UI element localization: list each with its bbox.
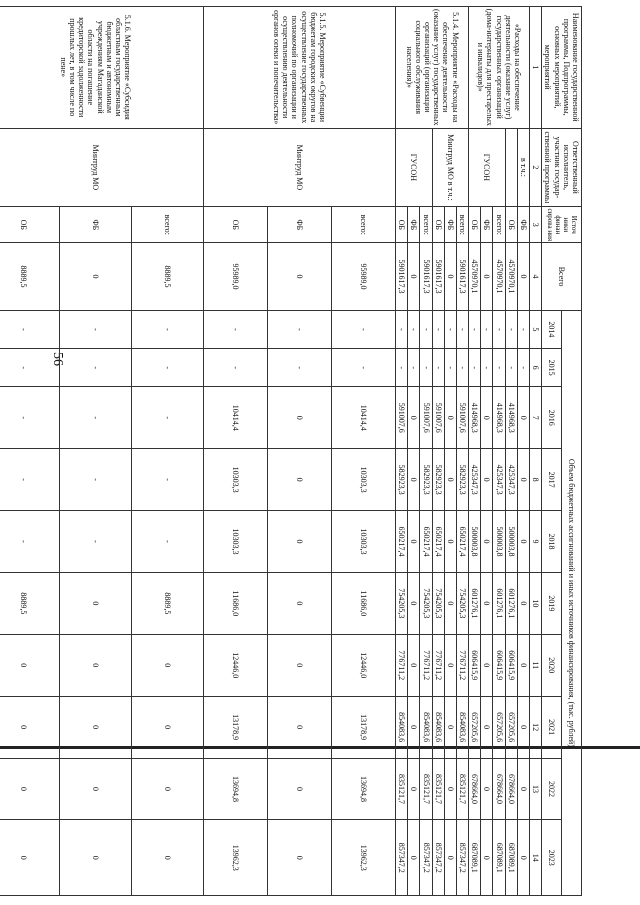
value-cell: 0 (481, 449, 493, 511)
value-cell: 857347,2 (420, 820, 432, 896)
value-cell: 0 (481, 572, 493, 634)
value-cell: 0 (517, 758, 529, 820)
value-cell: 5901617,3 (432, 243, 444, 311)
source-cell: ФБ (408, 207, 420, 243)
value-cell: 0 (268, 387, 332, 449)
value-cell: - (493, 310, 505, 348)
value-cell: 754205,3 (420, 572, 432, 634)
value-cell: 12446,0 (204, 634, 268, 696)
header-year: 2023 (542, 820, 562, 896)
value-cell: 10303,3 (332, 511, 396, 573)
value-cell: 776711,2 (396, 634, 408, 696)
value-cell: 854083,6 (420, 696, 432, 758)
value-cell: - (204, 349, 268, 387)
value-cell: 10303,3 (204, 449, 268, 511)
value-cell: 657205,6 (505, 696, 517, 758)
value-cell: - (420, 310, 432, 348)
value-cell: 0 (408, 449, 420, 511)
value-cell: 0 (268, 572, 332, 634)
value-cell: 0 (408, 758, 420, 820)
value-cell: 4570970,1 (469, 243, 481, 311)
value-cell: 591007,6 (432, 387, 444, 449)
value-cell: - (505, 349, 517, 387)
value-cell: - (132, 511, 204, 573)
table-row (456, 7, 468, 896)
value-cell: - (408, 310, 420, 348)
value-cell: 425347,3 (493, 449, 505, 511)
value-cell: 0 (0, 634, 60, 696)
value-cell: 0 (60, 572, 132, 634)
value-cell: 835121,7 (420, 758, 432, 820)
value-cell: 4570970,1 (505, 243, 517, 311)
value-cell: 754205,3 (396, 572, 408, 634)
value-cell: 835121,7 (396, 758, 408, 820)
value-cell: 11686,0 (332, 572, 396, 634)
value-cell: 0 (268, 696, 332, 758)
value-cell: 0 (60, 634, 132, 696)
value-cell: 0 (481, 634, 493, 696)
header-total: Всего (542, 243, 582, 311)
table-row (517, 7, 529, 896)
value-cell: 0 (408, 511, 420, 573)
value-cell: 425347,3 (505, 449, 517, 511)
table-row (505, 7, 517, 896)
column-number: 1 (530, 7, 542, 129)
value-cell: 776711,2 (456, 634, 468, 696)
value-cell: 0 (408, 387, 420, 449)
column-number: 2 (530, 128, 542, 207)
column-number: 6 (530, 349, 542, 387)
header-year: 2021 (542, 696, 562, 758)
column-number: 8 (530, 449, 542, 511)
value-cell: 835121,7 (456, 758, 468, 820)
value-cell: 650217,4 (432, 511, 444, 573)
source-cell: ФБ (60, 207, 132, 243)
value-cell: 0 (517, 696, 529, 758)
column-number: 5 (530, 310, 542, 348)
value-cell: 0 (268, 634, 332, 696)
value-cell: 0 (60, 243, 132, 311)
value-cell: 8889,5 (0, 243, 60, 311)
source-cell: всего: (332, 207, 396, 243)
value-cell: 500003,8 (505, 511, 517, 573)
header-year: 2016 (542, 387, 562, 449)
header-year: 2022 (542, 758, 562, 820)
value-cell: - (408, 349, 420, 387)
source-cell: ФБ (444, 207, 456, 243)
source-cell: ФБ (268, 207, 332, 243)
executor-cell (505, 128, 517, 207)
value-cell: 857347,2 (396, 820, 408, 896)
value-cell: 10303,3 (204, 511, 268, 573)
value-cell: 0 (408, 243, 420, 311)
value-cell: 8889,5 (132, 243, 204, 311)
value-cell: 5901617,3 (456, 243, 468, 311)
value-cell: 582923,3 (456, 449, 468, 511)
value-cell: - (60, 349, 132, 387)
value-cell: 650217,4 (396, 511, 408, 573)
value-cell: 0 (0, 758, 60, 820)
value-cell: 582923,3 (396, 449, 408, 511)
value-cell: 12446,0 (332, 634, 396, 696)
header-program-name: Наименование государственной программы, Подпрограммы, основных мероприятий, мероприятий (542, 7, 582, 129)
value-cell: - (60, 511, 132, 573)
source-cell: ФБ (517, 207, 529, 243)
source-cell: ОБ (396, 207, 408, 243)
page-number: 56 (50, 352, 65, 366)
value-cell: 0 (60, 820, 132, 896)
column-number: 11 (530, 634, 542, 696)
value-cell: 854083,6 (396, 696, 408, 758)
value-cell: 0 (444, 572, 456, 634)
value-cell: 650217,4 (420, 511, 432, 573)
header-year: 2015 (542, 349, 562, 387)
executor-cell: Минтруд МО в т.ч.: (432, 128, 469, 207)
executor-cell: Минтруд МО (0, 128, 204, 207)
value-cell: - (517, 349, 529, 387)
value-cell: - (0, 387, 60, 449)
value-cell: 0 (444, 820, 456, 896)
value-cell: 776711,2 (432, 634, 444, 696)
value-cell: 5901617,3 (396, 243, 408, 311)
value-cell: 13694,8 (332, 758, 396, 820)
value-cell: 0 (132, 758, 204, 820)
header-year: 2020 (542, 634, 562, 696)
value-cell: - (456, 349, 468, 387)
source-cell: всего: (493, 207, 505, 243)
budget-table-container (19, 6, 582, 896)
value-cell: 13962,3 (204, 820, 268, 896)
value-cell: - (132, 387, 204, 449)
value-cell: 0 (268, 449, 332, 511)
value-cell: 425347,3 (469, 449, 481, 511)
value-cell: - (268, 310, 332, 348)
value-cell: 8889,5 (132, 572, 204, 634)
value-cell: 0 (481, 696, 493, 758)
header-year: 2018 (542, 511, 562, 573)
value-cell: 8889,5 (0, 572, 60, 634)
executor-cell: Минтруд МО (204, 128, 396, 207)
value-cell: 0 (132, 696, 204, 758)
value-cell: 13694,8 (204, 758, 268, 820)
value-cell: - (0, 310, 60, 348)
header-year: 2014 (542, 310, 562, 348)
source-cell: ОБ (505, 207, 517, 243)
source-cell: ФБ (481, 207, 493, 243)
table-row (332, 7, 396, 896)
header-year: 2019 (542, 572, 562, 634)
value-cell: 0 (408, 572, 420, 634)
value-cell: 0 (0, 696, 60, 758)
value-cell: - (456, 310, 468, 348)
value-cell: 854083,6 (456, 696, 468, 758)
value-cell: - (60, 387, 132, 449)
value-cell: 606415,9 (505, 634, 517, 696)
value-cell: 0 (481, 387, 493, 449)
column-number: 4 (530, 243, 542, 311)
value-cell: 591007,6 (420, 387, 432, 449)
value-cell: 0 (481, 820, 493, 896)
value-cell: 0 (60, 696, 132, 758)
value-cell: 11686,0 (204, 572, 268, 634)
header-funding-source: Источ ники финан сирова ния (542, 207, 582, 243)
value-cell: - (396, 310, 408, 348)
value-cell: 0 (268, 758, 332, 820)
value-cell: 414968,3 (505, 387, 517, 449)
value-cell: - (444, 349, 456, 387)
value-cell: 0 (444, 449, 456, 511)
value-cell: 650217,4 (456, 511, 468, 573)
value-cell: 0 (481, 243, 493, 311)
executor-cell: в т.ч.: (517, 128, 529, 207)
header-year: 2017 (542, 449, 562, 511)
value-cell: - (444, 310, 456, 348)
value-cell: 0 (132, 634, 204, 696)
value-cell: 0 (444, 511, 456, 573)
column-number: 13 (530, 758, 542, 820)
value-cell: - (268, 349, 332, 387)
value-cell: 0 (408, 820, 420, 896)
value-cell: 95989,0 (332, 243, 396, 311)
value-cell: 0 (517, 449, 529, 511)
value-cell: 0 (408, 634, 420, 696)
value-cell: 0 (444, 387, 456, 449)
column-number: 14 (530, 820, 542, 896)
value-cell: 687089,1 (493, 820, 505, 896)
value-cell: 95989,0 (204, 243, 268, 311)
value-cell: 500003,8 (469, 511, 481, 573)
source-cell: ОБ (0, 207, 60, 243)
value-cell: - (60, 310, 132, 348)
value-cell: - (505, 310, 517, 348)
value-cell: - (517, 310, 529, 348)
value-cell: 0 (517, 572, 529, 634)
value-cell: 601276,1 (469, 572, 481, 634)
value-cell: 582923,3 (420, 449, 432, 511)
source-cell: ОБ (432, 207, 444, 243)
value-cell: 0 (132, 820, 204, 896)
value-cell: 678664,0 (469, 758, 481, 820)
header-funding-group: Объем бюджетных ассигнований и иных источников финансирования, (тыс. рублей) (562, 310, 582, 895)
value-cell: 5901617,3 (420, 243, 432, 311)
program-name-cell: 5.1.4. Мероприятие «Расходы на обеспечение деятельности (оказание услуг) государственных организаций (организации социального обслуживания населения)» (396, 7, 469, 129)
value-cell: 0 (444, 758, 456, 820)
value-cell: - (0, 349, 60, 387)
value-cell: 0 (481, 511, 493, 573)
value-cell: 582923,3 (432, 449, 444, 511)
value-cell: 754205,3 (432, 572, 444, 634)
value-cell: 10303,3 (332, 449, 396, 511)
value-cell: 0 (444, 696, 456, 758)
value-cell: 10414,4 (332, 387, 396, 449)
value-cell: - (204, 310, 268, 348)
value-cell: 854083,6 (432, 696, 444, 758)
source-cell: ОБ (469, 207, 481, 243)
value-cell: 601276,1 (505, 572, 517, 634)
column-number: 12 (530, 696, 542, 758)
value-cell: 687089,1 (469, 820, 481, 896)
value-cell: 606415,9 (469, 634, 481, 696)
value-cell: 601276,1 (493, 572, 505, 634)
program-name-cell: «Расходы на обеспечение деятельности (оказание услуг) государственных организаций (дома-интернаты для престарелых и инвалидов)» (469, 7, 530, 129)
value-cell: 687089,1 (505, 820, 517, 896)
header-row-1 (562, 7, 582, 896)
value-cell: 13178,9 (204, 696, 268, 758)
column-number: 7 (530, 387, 542, 449)
value-cell: 678664,0 (493, 758, 505, 820)
value-cell: 414968,3 (493, 387, 505, 449)
program-name-cell: 5.1.6. Мероприятие «Субсидия областным государственным бюджетным и автономным учреждениям Магаданской области на погашение кредиторской задолженности прошлых лет, в том числе по пене» (0, 7, 204, 129)
value-cell: - (132, 310, 204, 348)
value-cell: - (469, 310, 481, 348)
value-cell: 835121,7 (432, 758, 444, 820)
column-number: 9 (530, 511, 542, 573)
value-cell: 500003,8 (493, 511, 505, 573)
column-number: 3 (530, 207, 542, 243)
value-cell: 0 (517, 511, 529, 573)
value-cell: 0 (408, 696, 420, 758)
value-cell: - (432, 349, 444, 387)
value-cell: 591007,6 (456, 387, 468, 449)
column-number: 10 (530, 572, 542, 634)
header-executor: Ответственный исполнитель, участник государ-ственной программы (542, 128, 582, 207)
source-cell: всего: (456, 207, 468, 243)
value-cell: 0 (517, 387, 529, 449)
value-cell: - (132, 449, 204, 511)
value-cell: 0 (268, 243, 332, 311)
value-cell: 0 (517, 243, 529, 311)
value-cell: - (332, 310, 396, 348)
value-cell: 657205,6 (469, 696, 481, 758)
value-cell: 657205,6 (493, 696, 505, 758)
value-cell: - (493, 349, 505, 387)
value-cell: 0 (517, 634, 529, 696)
value-cell: - (481, 349, 493, 387)
budget-table (0, 6, 582, 896)
value-cell: - (132, 349, 204, 387)
value-cell: 591007,6 (396, 387, 408, 449)
table-row (132, 7, 204, 896)
value-cell: 0 (517, 820, 529, 896)
value-cell: - (396, 349, 408, 387)
value-cell: 776711,2 (420, 634, 432, 696)
value-cell: 13962,3 (332, 820, 396, 896)
value-cell: 0 (268, 511, 332, 573)
executor-cell: ГУСОН (396, 128, 433, 207)
value-cell: - (332, 349, 396, 387)
program-name-cell: 5.1.5. Мероприятие «Субвенции бюджетам городских округов на осуществление государственных полномочий по организации и осуществлению деятельности органов опеки и попечительства» (204, 7, 396, 129)
source-cell: всего: (420, 207, 432, 243)
table-row (420, 7, 432, 896)
value-cell: 857347,2 (456, 820, 468, 896)
value-cell: - (481, 310, 493, 348)
value-cell: 857347,2 (432, 820, 444, 896)
value-cell: - (420, 349, 432, 387)
value-cell: 0 (268, 820, 332, 896)
executor-cell: ГУСОН (469, 128, 506, 207)
value-cell: 0 (60, 758, 132, 820)
value-cell: 414968,3 (469, 387, 481, 449)
value-cell: - (60, 449, 132, 511)
value-cell: 606415,9 (493, 634, 505, 696)
value-cell: 10414,4 (204, 387, 268, 449)
value-cell: - (432, 310, 444, 348)
value-cell: - (0, 449, 60, 511)
value-cell: 0 (444, 634, 456, 696)
value-cell: 0 (0, 820, 60, 896)
source-cell: всего: (132, 207, 204, 243)
value-cell: 0 (444, 243, 456, 311)
value-cell: - (469, 349, 481, 387)
table-row (493, 7, 505, 896)
value-cell: 13178,9 (332, 696, 396, 758)
value-cell: 754205,3 (456, 572, 468, 634)
source-cell: ОБ (204, 207, 268, 243)
value-cell: 678664,0 (505, 758, 517, 820)
header-row-numbers (530, 7, 542, 896)
value-cell: - (0, 511, 60, 573)
value-cell: 0 (481, 758, 493, 820)
value-cell: 4570970,1 (493, 243, 505, 311)
